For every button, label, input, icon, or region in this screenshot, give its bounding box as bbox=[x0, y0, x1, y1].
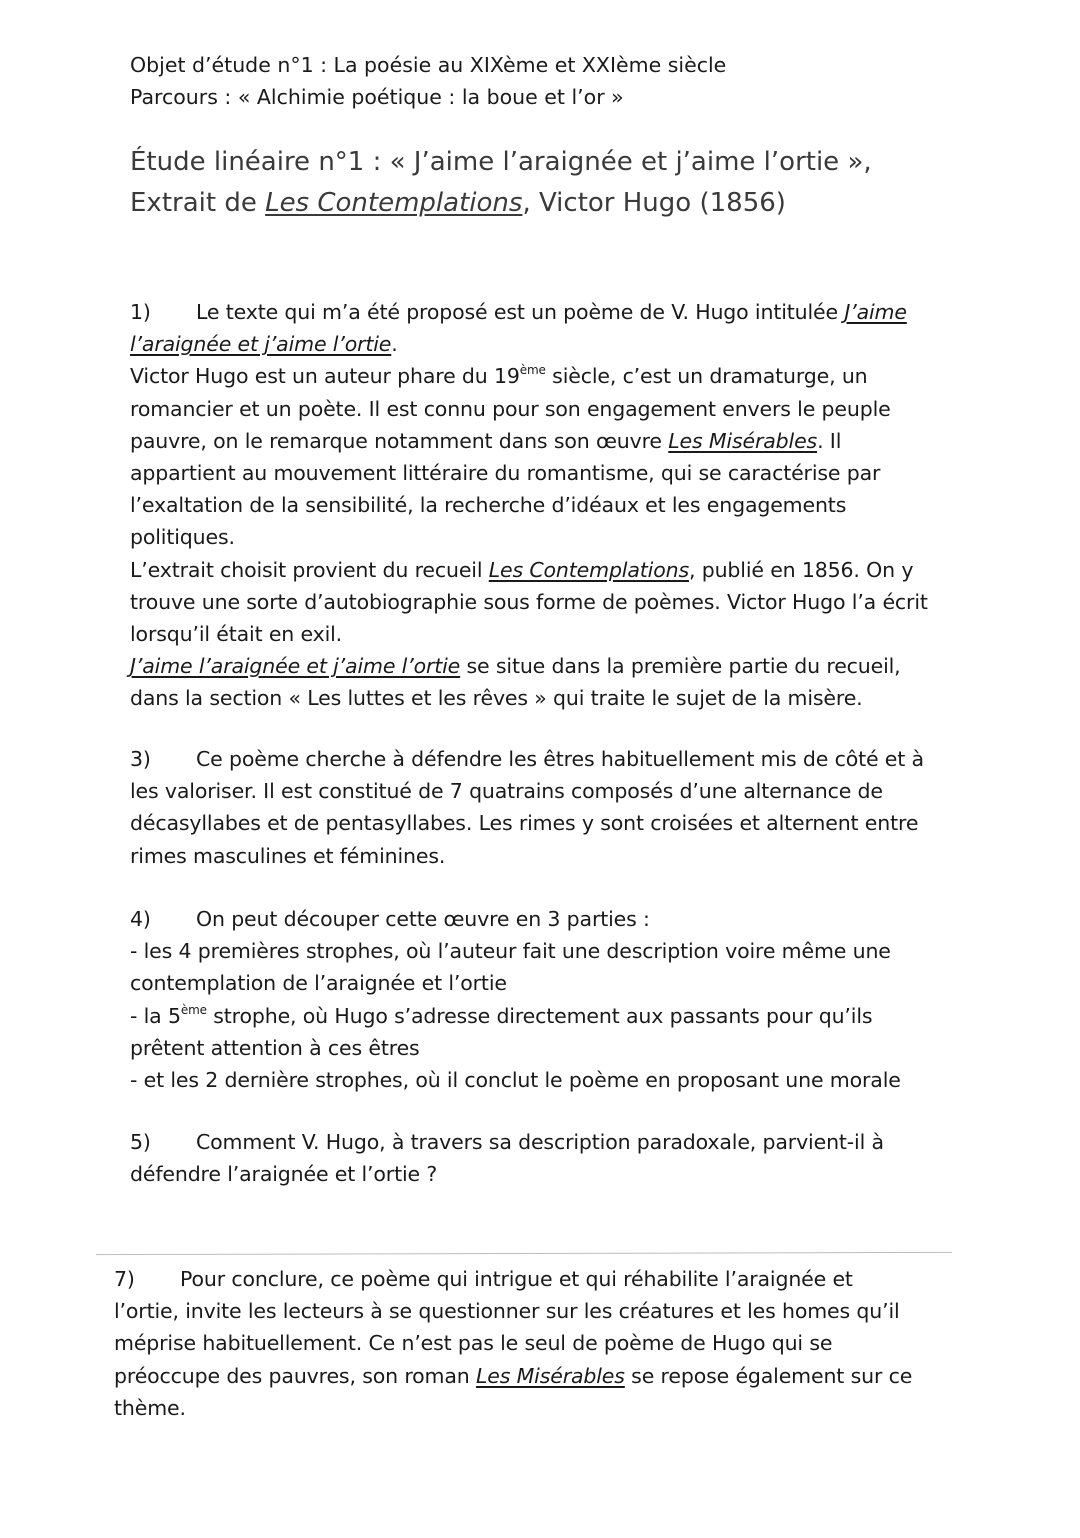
s1-poem-title: J’aime l’araignée et j’aime l’ortie bbox=[130, 654, 461, 679]
objet-line: Objet d’étude n°1 : La poésie au XIXème et XXIème siècle bbox=[130, 53, 727, 77]
title-line-2 bbox=[130, 183, 872, 224]
section-4 bbox=[130, 903, 901, 1096]
s1-miserables: Les Misérables bbox=[668, 428, 818, 453]
section-1 bbox=[130, 296, 928, 715]
s4-number: 4) bbox=[130, 907, 151, 931]
s7-line-3: méprise habituellement. Ce n’est pas le seul de poème de Hugo qui se bbox=[114, 1331, 833, 1356]
header bbox=[130, 49, 726, 113]
page-title bbox=[130, 142, 872, 224]
s1-line-3 bbox=[130, 360, 928, 392]
s7-l4b: se repose également sur ce bbox=[624, 1363, 913, 1388]
s1-l12b: se situe dans la première partie du recueil, bbox=[460, 654, 901, 679]
s4-l1: On peut découper cette œuvre en 3 parties : bbox=[196, 907, 650, 931]
s1-l3a: Victor Hugo est un auteur phare du 19 bbox=[130, 364, 520, 389]
s1-text: Le texte qui m’a été proposé est un poème de V. Hugo intitulée bbox=[196, 300, 845, 324]
s7-line-4 bbox=[114, 1360, 912, 1392]
title-suffix: , Victor Hugo (1856) bbox=[522, 188, 786, 218]
s5-l1: Comment V. Hugo, à travers sa description paradoxale, parvient-il à bbox=[196, 1130, 884, 1154]
s5-line-2: défendre l’araignée et l’ortie ? bbox=[130, 1162, 438, 1187]
s1-l5a: pauvre, on le remarque notamment dans son œuvre bbox=[130, 428, 669, 453]
s1-contemplations: Les Contemplations bbox=[488, 557, 689, 582]
s5-number: 5) bbox=[130, 1130, 151, 1154]
s3-line-2: les valoriser. Il est constitué de 7 quatrains composés d’une alternance de bbox=[130, 779, 883, 804]
s4-line-2: - les 4 premières strophes, où l’auteur fait une description voire même une bbox=[130, 939, 891, 964]
section-3 bbox=[130, 743, 924, 872]
s1-line-10: trouve une sorte d’autobiographie sous forme de poèmes. Victor Hugo l’a écrit bbox=[130, 589, 928, 614]
s1-period: . bbox=[391, 332, 398, 357]
s1-line-9 bbox=[130, 554, 928, 586]
s1-line-7: l’exaltation de la sensibilité, la recherche d’idéaux et les engagements bbox=[130, 493, 847, 518]
section-7 bbox=[114, 1263, 912, 1424]
s1-line-1 bbox=[130, 296, 928, 328]
s1-l9a: L’extrait choisit provient du recueil bbox=[130, 557, 489, 582]
s1-line-12 bbox=[130, 650, 928, 682]
s4-l4b: strophe, où Hugo s’adresse directement aux passants pour qu’ils bbox=[206, 1003, 873, 1028]
section-5 bbox=[130, 1126, 884, 1190]
s1-number: 1) bbox=[130, 300, 151, 324]
s4-l4a: - la 5 bbox=[130, 1003, 181, 1028]
s1-line-8: politiques. bbox=[130, 525, 235, 550]
s1-sup: ème bbox=[519, 363, 546, 378]
s7-miserables: Les Misérables bbox=[476, 1363, 625, 1388]
s4-line-4 bbox=[130, 1000, 901, 1032]
s1-l3b: siècle, c’est un dramaturge, un bbox=[545, 364, 868, 389]
s1-line-11: lorsqu’il était en exil. bbox=[130, 622, 343, 647]
s1-line-4: romancier et un poète. Il est connu pour son engagement envers le peuple bbox=[130, 396, 891, 421]
s1-l9b: , publié en 1856. On y bbox=[688, 557, 914, 582]
s4-line-1 bbox=[130, 903, 901, 935]
s3-line-4: rimes masculines et féminines. bbox=[130, 843, 446, 868]
title-line-1: Étude linéaire n°1 : « J’aime l’araignée et j’aime l’ortie », bbox=[130, 147, 872, 177]
s3-number: 3) bbox=[130, 747, 151, 771]
s7-l4a: préoccupe des pauvres, son roman bbox=[114, 1363, 476, 1388]
s5-line-1 bbox=[130, 1126, 884, 1158]
s7-l1: Pour conclure, ce poème qui intrigue et qui réhabilite l’araignée et bbox=[180, 1267, 853, 1291]
s1-line-2 bbox=[130, 328, 928, 360]
divider bbox=[96, 1252, 952, 1255]
s7-line-2: l’ortie, invite les lecteurs à se questionner sur les créatures et les homes qu’il bbox=[114, 1299, 900, 1324]
s3-line-1 bbox=[130, 743, 924, 775]
s7-number: 7) bbox=[114, 1267, 135, 1291]
s7-line-1 bbox=[114, 1263, 912, 1295]
s3-l1: Ce poème cherche à défendre les êtres habituellement mis de côté et à bbox=[196, 747, 924, 771]
s4-line-3: contemplation de l’araignée et l’ortie bbox=[130, 971, 507, 996]
title-prefix: Extrait de bbox=[130, 188, 266, 218]
s1-l5b: . Il bbox=[817, 428, 842, 453]
s1-line-13: dans la section « Les luttes et les rêves » qui traite le sujet de la misère. bbox=[130, 686, 863, 711]
s4-line-5: prêtent attention à ces êtres bbox=[130, 1035, 420, 1060]
s3-line-3: décasyllabes et de pentasyllabes. Les rimes y sont croisées et alternent entre bbox=[130, 811, 919, 836]
title-work: Les Contemplations bbox=[265, 188, 523, 218]
s4-line-6: - et les 2 dernière strophes, où il conclut le poème en proposant une morale bbox=[130, 1068, 901, 1093]
s4-sup: ème bbox=[180, 1002, 207, 1017]
s1-title-a: J’aime bbox=[844, 300, 907, 324]
s1-line-6: appartient au mouvement littéraire du romantisme, qui se caractérise par bbox=[130, 461, 881, 486]
s1-title-b: l’araignée et j’aime l’ortie bbox=[130, 332, 392, 357]
parcours-line: Parcours : « Alchimie poétique : la boue et l’or » bbox=[130, 85, 624, 109]
s1-line-5 bbox=[130, 425, 928, 457]
s7-line-5: thème. bbox=[114, 1395, 186, 1420]
